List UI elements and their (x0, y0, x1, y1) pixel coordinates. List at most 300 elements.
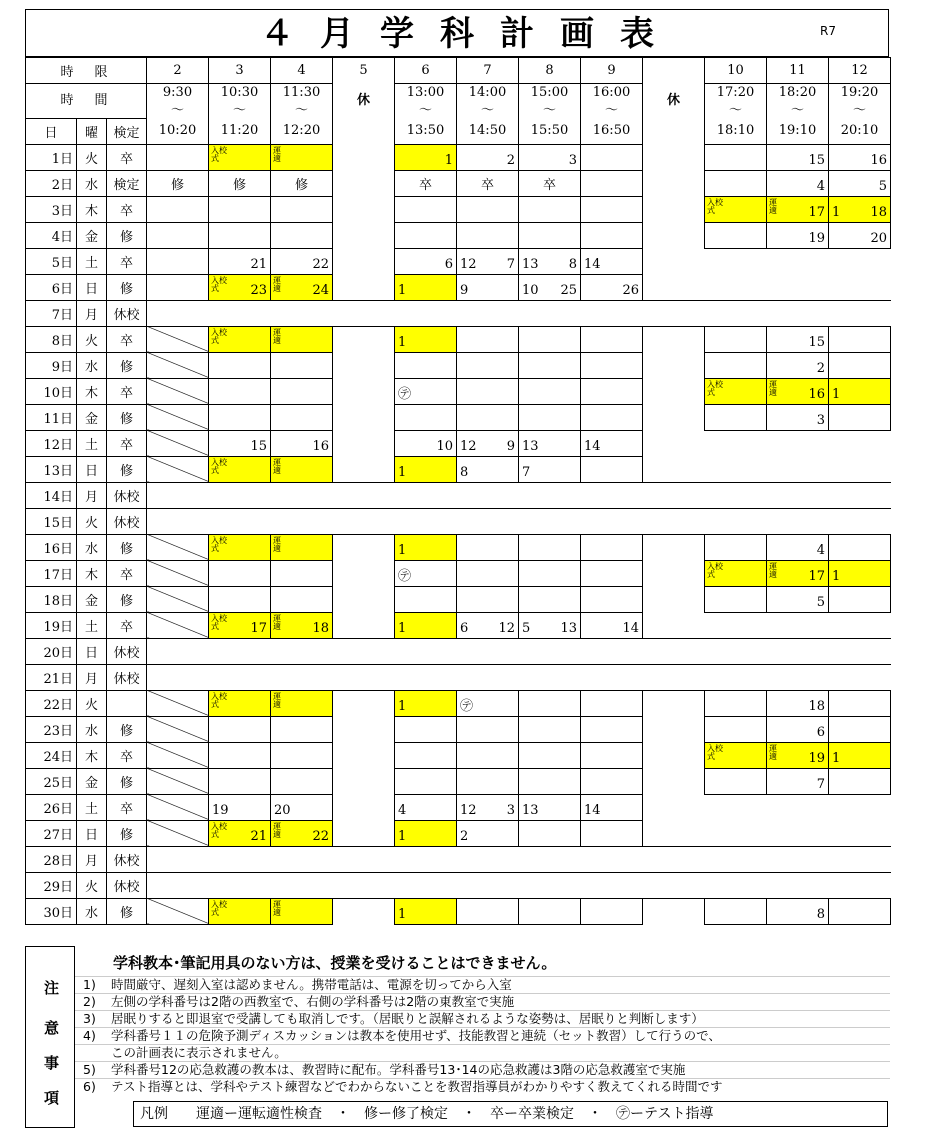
table-row (26, 846, 891, 872)
dow-cell: 木 (77, 196, 107, 222)
aptitude-test-label (273, 329, 293, 345)
day-cell: 19日 (26, 612, 77, 638)
tilde: ～ (728, 103, 742, 118)
slot-cell (395, 690, 457, 716)
slot-cell (395, 742, 457, 768)
aptitude-test-label (273, 615, 293, 631)
lesson-number-right: 9 (506, 438, 515, 454)
slot-cell (271, 352, 333, 378)
slot-cell (519, 196, 581, 222)
table-row (26, 222, 891, 248)
day-cell: 11日 (26, 404, 77, 430)
lesson-number-right: 4 (816, 178, 825, 194)
dow-cell: 月 (77, 482, 107, 508)
slot-cell (147, 794, 209, 820)
slot-cell (519, 898, 581, 924)
slot-cell (519, 352, 581, 378)
slot-cell (209, 144, 271, 170)
slot-cell (333, 560, 395, 586)
note-item (75, 1027, 890, 1044)
slot-cell (395, 430, 457, 456)
slot-cell (705, 378, 767, 404)
slot-cell (147, 560, 209, 586)
slot-cell (643, 274, 705, 300)
lesson-number-right: 21 (250, 256, 267, 272)
note-text: 学科番号12の応急救護の教本は、教習時に配布。学科番号13･14の応急救護は3階の応急救護室で実施 (111, 1062, 686, 1077)
table-row (26, 482, 891, 508)
slot-cell (457, 144, 519, 170)
slot-cell (271, 274, 333, 300)
slot-cell (147, 690, 209, 716)
slot-cell (705, 794, 767, 820)
slot-cell (333, 404, 395, 430)
table-row (26, 378, 891, 404)
table-row (26, 560, 891, 586)
slot-cell (271, 326, 333, 352)
slot-cell (395, 534, 457, 560)
period-number: 11 (767, 58, 829, 84)
aptitude-test-label (273, 147, 293, 163)
slot-cell (395, 274, 457, 300)
table-row (26, 768, 891, 794)
slot-cell (457, 352, 519, 378)
label-line: 式 (211, 907, 219, 917)
end-time: 16:50 (581, 118, 643, 144)
slot-cell (395, 716, 457, 742)
slot-cell (767, 404, 829, 430)
slot-cell (271, 248, 333, 274)
lesson-number-right: 16 (808, 386, 825, 402)
slot-cell (395, 768, 457, 794)
start-time-text: 9:30 (162, 85, 193, 100)
slot-cell (395, 144, 457, 170)
aptitude-test-label (769, 745, 789, 761)
slot-cell (457, 222, 519, 248)
table-row (26, 794, 891, 820)
note-item (75, 1010, 890, 1027)
slot-cell (829, 456, 891, 482)
slot-cell (209, 742, 271, 768)
lesson-number-left: 2 (460, 828, 469, 844)
entry-ceremony-label (211, 277, 231, 293)
start-time (519, 84, 581, 119)
note-number: 5) (83, 1062, 96, 1077)
label-line: 適 (273, 699, 281, 709)
note-text: テスト指導とは、学科やテスト練習などでわからないことを教習指導員がわかりやすく教えてくれる時間です (111, 1079, 723, 1094)
slot-cell (271, 586, 333, 612)
day-cell: 17日 (26, 560, 77, 586)
tilde: ～ (604, 103, 618, 118)
start-time-text: 16:00 (592, 85, 631, 100)
table-row (26, 352, 891, 378)
lesson-number-right: 3 (816, 412, 825, 428)
slot-cell (457, 326, 519, 352)
table-row (26, 170, 891, 196)
slot-cell (829, 534, 891, 560)
lesson-number-right: 8 (816, 906, 825, 922)
note-item (75, 1078, 890, 1095)
slot-cell (519, 222, 581, 248)
label-line: 運 (273, 535, 281, 545)
slot-cell (271, 898, 333, 924)
slot-cell (705, 196, 767, 222)
slot-cell (829, 170, 891, 196)
slot-cell (519, 586, 581, 612)
lesson-number-left: 10 (522, 282, 539, 298)
slot-cell (457, 742, 519, 768)
slot-cell (209, 586, 271, 612)
lesson-number-right: 21 (250, 828, 267, 844)
day-label: 日 (26, 118, 77, 144)
note-text: 時間厳守、遅刻入室は認めません。携帯電話は、電源を切ってから入室 (111, 977, 512, 992)
dow-cell: 金 (77, 222, 107, 248)
aptitude-test-label (769, 199, 789, 215)
slot-cell (333, 274, 395, 300)
slot-cell: 卒 (395, 170, 457, 196)
slot-cell (519, 534, 581, 560)
slot-cell (767, 534, 829, 560)
exam-cell: 修 (107, 352, 147, 378)
lesson-number-left: 1 (398, 282, 407, 298)
lesson-number-left: 12 (460, 438, 477, 454)
start-time (147, 84, 209, 119)
lesson-number-right: 1 (444, 152, 453, 168)
slot-cell (581, 534, 643, 560)
note-text: 居眠りすると即退室で受講しても取消しです。（居眠りと誤解されるような姿勢は、居眠りと判断します） (111, 1011, 704, 1026)
slot-cell (457, 794, 519, 820)
slot-cell (271, 716, 333, 742)
slot-cell (581, 586, 643, 612)
label-line: 運 (273, 899, 281, 909)
dow-cell: 水 (77, 716, 107, 742)
entry-ceremony-label (707, 745, 727, 761)
aptitude-test-label (769, 381, 789, 397)
slot-cell (705, 170, 767, 196)
label-line: 入校 (211, 821, 227, 831)
slot-cell (829, 378, 891, 404)
slot-cell (147, 248, 209, 274)
slot-cell (767, 170, 829, 196)
exam-cell: 休校 (107, 846, 147, 872)
slot-cell (271, 742, 333, 768)
entry-ceremony-label (211, 901, 231, 917)
slot-cell (519, 274, 581, 300)
start-time (395, 84, 457, 119)
lesson-number-right: 15 (808, 334, 825, 350)
legend: 凡例 運適ー運転適性検査 ・ 修ー修了検定 ・ 卒ー卒業検定 ・ ㋢ーテスト指導 (133, 1101, 888, 1127)
exam-cell: 卒 (107, 794, 147, 820)
exam-cell: 修 (107, 534, 147, 560)
slot-cell (643, 768, 705, 794)
dow-cell: 金 (77, 404, 107, 430)
table-row (26, 638, 891, 664)
lesson-number-left: 6 (460, 620, 469, 636)
slot-cell (147, 456, 209, 482)
slot-cell (209, 326, 271, 352)
lesson-number-right: 16 (870, 152, 887, 168)
day-cell: 2日 (26, 170, 77, 196)
slot-cell (581, 560, 643, 586)
day-cell: 10日 (26, 378, 77, 404)
label-line: 運 (769, 197, 777, 207)
slot-cell (333, 690, 395, 716)
exam-cell: 卒 (107, 144, 147, 170)
slot-cell (581, 352, 643, 378)
slot-cell (333, 742, 395, 768)
start-time (209, 84, 271, 119)
slot-cell (209, 248, 271, 274)
slot-cell (333, 820, 395, 846)
slot-cell (643, 794, 705, 820)
dow-cell: 日 (77, 274, 107, 300)
dow-cell: 土 (77, 612, 107, 638)
lesson-number-left: 1 (398, 334, 407, 350)
end-time (333, 118, 395, 144)
lesson-number-right: 18 (808, 698, 825, 714)
day-cell: 18日 (26, 586, 77, 612)
slot-cell (829, 690, 891, 716)
table-row (26, 508, 891, 534)
slot-cell (209, 794, 271, 820)
day-cell: 15日 (26, 508, 77, 534)
note-number: 1) (83, 977, 96, 992)
tilde: ～ (232, 103, 246, 118)
slot-cell (643, 352, 705, 378)
exam-cell: 休校 (107, 638, 147, 664)
day-cell: 23日 (26, 716, 77, 742)
slot-cell (643, 456, 705, 482)
slot-cell (333, 248, 395, 274)
slot-cell (333, 794, 395, 820)
day-cell: 3日 (26, 196, 77, 222)
slot-cell (457, 690, 519, 716)
lesson-number-left: 12 (460, 802, 477, 818)
slot-cell (829, 768, 891, 794)
label-line: 適 (769, 569, 777, 579)
lesson-number-right: 6 (816, 724, 825, 740)
slot-cell (829, 586, 891, 612)
end-time: 19:10 (767, 118, 829, 144)
note-text: この計画表に表示されません。 (111, 1045, 287, 1060)
slot-cell (643, 820, 705, 846)
slot-cell (643, 898, 705, 924)
lesson-number-left: 1 (832, 750, 841, 766)
lesson-number-right: 20 (870, 230, 887, 246)
dow-cell: 水 (77, 352, 107, 378)
period-label: 時 限 (26, 58, 147, 84)
lesson-number-left: 1 (398, 464, 407, 480)
slot-cell (395, 378, 457, 404)
test-guidance-mark: ㋢ (398, 568, 412, 584)
slot-cell: 修 (271, 170, 333, 196)
slot-cell (519, 794, 581, 820)
slot-cell (333, 898, 395, 924)
entry-ceremony-label (707, 563, 727, 579)
period-number: 8 (519, 58, 581, 84)
dow-cell: 金 (77, 768, 107, 794)
slot-cell (395, 794, 457, 820)
dow-cell: 水 (77, 534, 107, 560)
day-cell: 8日 (26, 326, 77, 352)
note-number: 6) (83, 1079, 96, 1094)
slot-cell (209, 716, 271, 742)
table-row (26, 274, 891, 300)
lesson-number-left: 1 (398, 620, 407, 636)
test-guidance-mark: ㋢ (398, 386, 412, 402)
slot-cell (581, 430, 643, 456)
label-line: 運 (273, 613, 281, 623)
lesson-number-left: 14 (584, 438, 601, 454)
slot-cell (581, 768, 643, 794)
slot-cell (519, 430, 581, 456)
slot-cell (147, 326, 209, 352)
label-line: 式 (707, 751, 715, 761)
exam-cell: 卒 (107, 248, 147, 274)
label-line: 適 (273, 465, 281, 475)
slot-cell (457, 430, 519, 456)
start-time (457, 84, 519, 119)
note-number: 2) (83, 994, 96, 1009)
lesson-number-left: 20 (274, 802, 291, 818)
slot-cell (643, 144, 705, 170)
aptitude-test-label (769, 563, 789, 579)
closed-span (147, 638, 891, 664)
label-line: 入校 (707, 743, 723, 753)
slot-cell (209, 820, 271, 846)
lesson-number-right: 8 (568, 256, 577, 272)
slot-cell (581, 144, 643, 170)
header-row-period (26, 58, 891, 84)
period-number: 5 (333, 58, 395, 84)
dow-cell: 日 (77, 820, 107, 846)
lesson-number-left: 4 (398, 802, 407, 818)
slot-cell (767, 378, 829, 404)
start-time (271, 84, 333, 119)
label-line: 適 (769, 387, 777, 397)
slot-cell (519, 144, 581, 170)
table-row (26, 586, 891, 612)
slot-cell (333, 378, 395, 404)
slot-cell: 修 (209, 170, 271, 196)
slot-cell (147, 222, 209, 248)
lesson-number-right: 4 (816, 542, 825, 558)
end-time: 14:50 (457, 118, 519, 144)
dow-cell: 土 (77, 794, 107, 820)
dow-cell: 火 (77, 508, 107, 534)
slot-cell (829, 794, 891, 820)
slot-cell (643, 716, 705, 742)
slot-cell (767, 820, 829, 846)
slot-cell (705, 586, 767, 612)
slot-cell (333, 430, 395, 456)
day-cell: 20日 (26, 638, 77, 664)
slot-cell (209, 196, 271, 222)
slot-cell (457, 768, 519, 794)
note-text: 学科番号１１の危険予測ディスカッションは教本を使用せず、技能教習と連続（セット教習）して行うので、 (111, 1028, 721, 1043)
label-line: 適 (769, 205, 777, 215)
day-cell: 5日 (26, 248, 77, 274)
slot-cell (395, 456, 457, 482)
dow-cell: 木 (77, 742, 107, 768)
lesson-number-right: 19 (808, 230, 825, 246)
lesson-number-left: 1 (398, 542, 407, 558)
label-line: 運 (769, 561, 777, 571)
slot-cell (147, 612, 209, 638)
slot-cell (643, 196, 705, 222)
dow-cell: 木 (77, 560, 107, 586)
slot-cell (767, 586, 829, 612)
table-row (26, 742, 891, 768)
start-time (829, 84, 891, 119)
slot-cell (147, 430, 209, 456)
closed-span (147, 664, 891, 690)
slot-cell (519, 456, 581, 482)
slot-cell (581, 404, 643, 430)
slot-cell (395, 352, 457, 378)
lesson-number-left: 5 (522, 620, 531, 636)
slot-cell (209, 274, 271, 300)
exam-cell: 検定 (107, 170, 147, 196)
label-line: 適 (273, 543, 281, 553)
slot-cell (395, 898, 457, 924)
end-time: 12:20 (271, 118, 333, 144)
lesson-number-right: 26 (622, 282, 639, 298)
slot-cell (581, 274, 643, 300)
slot-cell (209, 456, 271, 482)
slot-cell (705, 898, 767, 924)
slot-cell (767, 248, 829, 274)
slot-cell (457, 274, 519, 300)
slot-cell (519, 326, 581, 352)
slot-cell (829, 430, 891, 456)
tilde: ～ (418, 103, 432, 118)
slot-cell (333, 170, 395, 196)
slot-cell (767, 742, 829, 768)
notes-side-char: 注 (44, 979, 60, 997)
period-number: 4 (271, 58, 333, 84)
aptitude-test-label (273, 537, 293, 553)
slot-cell (643, 248, 705, 274)
slot-cell (209, 768, 271, 794)
slot-cell (581, 690, 643, 716)
closed-span (147, 872, 891, 898)
label-line: 入校 (211, 275, 227, 285)
table-row (26, 898, 891, 924)
exam-cell: 休校 (107, 482, 147, 508)
slot-cell (395, 612, 457, 638)
lesson-number-right: 22 (312, 828, 329, 844)
slot-cell (767, 196, 829, 222)
slot-cell (209, 690, 271, 716)
tilde: ～ (542, 103, 556, 118)
label-line: 適 (273, 283, 281, 293)
slot-cell (209, 352, 271, 378)
slot-cell (705, 820, 767, 846)
header-row-time (26, 84, 891, 119)
label-line: 入校 (211, 457, 227, 467)
slot-cell (147, 378, 209, 404)
slot-cell (767, 560, 829, 586)
day-cell: 14日 (26, 482, 77, 508)
slot-cell (333, 716, 395, 742)
slot-cell (643, 430, 705, 456)
slot-cell (333, 196, 395, 222)
lesson-number-left: 9 (460, 282, 469, 298)
title-bar (25, 9, 889, 57)
table-row (26, 196, 891, 222)
label-line: 式 (211, 335, 219, 345)
slot-cell (829, 560, 891, 586)
